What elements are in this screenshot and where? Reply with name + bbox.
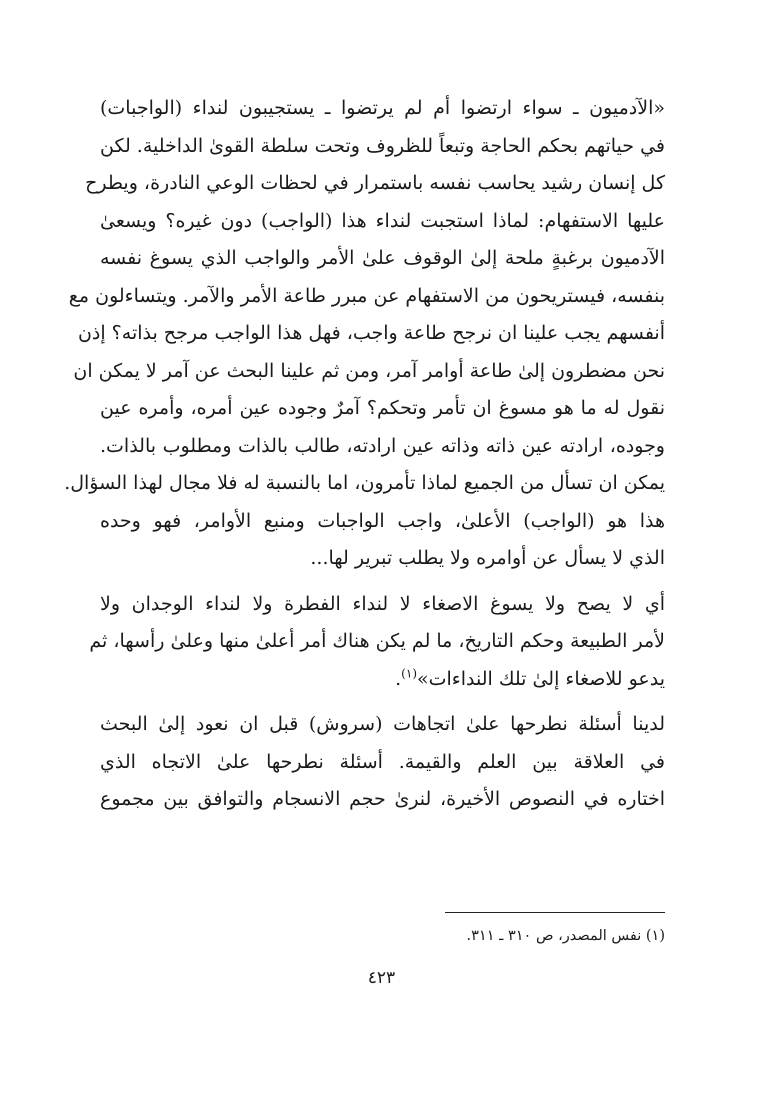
text-line: أي لا يصح ولا يسوغ الاصغاء لا لنداء الفطرة ولا لنداء الوجدان ولا <box>100 592 665 615</box>
text-line: الذي لا يسأل عن أوامره ولا يطلب تبرير لها... <box>310 547 665 569</box>
paragraph-gap <box>100 578 665 586</box>
footnote-text: (١) نفس المصدر، ص ٣١٠ ـ ٣١١. <box>466 928 665 944</box>
paragraph-gap <box>100 698 665 706</box>
text-line: أنفسهم يجب علينا ان نرجح طاعة واجب، فهل هذا الواجب مرجح بذاته؟ إذن <box>77 322 665 344</box>
text-line: عليها الاستفهام: لماذا استجبت لنداء هذا (الواجب) دون غيره؟ ويسعىٰ <box>100 209 665 232</box>
page-number: ٤٢٣ <box>367 968 396 988</box>
text-line-with-footnote <box>100 661 665 699</box>
paragraph-quote-1 <box>64 90 665 503</box>
text-line: «الآدميون ـ سواء ارتضوا أم لم يرتضوا ـ يستجيبون لنداء (الواجبات) <box>100 97 665 119</box>
body-text <box>64 90 665 819</box>
trailing-punctuation: . <box>395 667 402 690</box>
footnote-divider <box>445 912 665 913</box>
text-line: في العلاقة بين العلم والقيمة. أسئلة نطرحها علىٰ الاتجاه الذي <box>100 750 665 773</box>
text-line: في حياتهم بحكم الحاجة وتبعاً للظروف وتحت سلطة القوىٰ الداخلية. لكن <box>100 134 665 157</box>
text-line: هذا هو (الواجب) الأعلىٰ، واجب الواجبات ومنبع الأوامر، فهو وحده <box>100 509 665 532</box>
text-line: اختاره في النصوص الأخيرة، لنرىٰ حجم الانسجام والتوافق بين مجموع <box>100 788 665 810</box>
text-line: الآدميون برغبةٍ ملحة إلىٰ الوقوف علىٰ الأمر والواجب الذي يسوغ نفسه <box>100 247 665 269</box>
footnote-reference[interactable]: (١) <box>401 666 417 681</box>
text-line: لدينا أسئلة نطرحها علىٰ اتجاهات (سروش) قبل ان نعود إلىٰ البحث <box>100 713 665 735</box>
paragraph-quote-2 <box>100 503 665 578</box>
text-line: كل إنسان رشيد يحاسب نفسه باستمرار في لحظات الوعي النادرة، ويطرح <box>85 172 665 194</box>
text-line: بنفسه، فيستريحون من الاستفهام عن مبرر طاعة الأمر والآمر. ويتساءلون مع <box>68 284 665 307</box>
text-line: وجوده، ارادته عين ذاته وذاته عين ارادته، طالب بالذات ومطلوب بالذات. <box>100 434 665 457</box>
text-line: نحن مضطرون إلىٰ طاعة أوامر آمر، ومن ثم علينا البحث عن آمر لا يمكن ان <box>73 359 665 382</box>
text-line: يمكن ان تسأل من الجميع لماذا تأمرون، اما بالنسبة له فلا مجال لهذا السؤال. <box>64 472 665 494</box>
text-line-content: يدعو للاصغاء إلىٰ تلك النداءات» <box>417 667 665 690</box>
paragraph-quote-3 <box>89 586 665 699</box>
text-line: نقول له ما هو مسوغ ان تأمر وتحكم؟ آمرٌ وجوده عين أمره، وأمره عين <box>100 397 665 419</box>
text-line: لأمر الطبيعة وحكم التاريخ، ما لم يكن هناك أمر أعلىٰ منها وعلىٰ رأسها، ثم <box>89 630 665 652</box>
paragraph-commentary <box>100 706 665 819</box>
